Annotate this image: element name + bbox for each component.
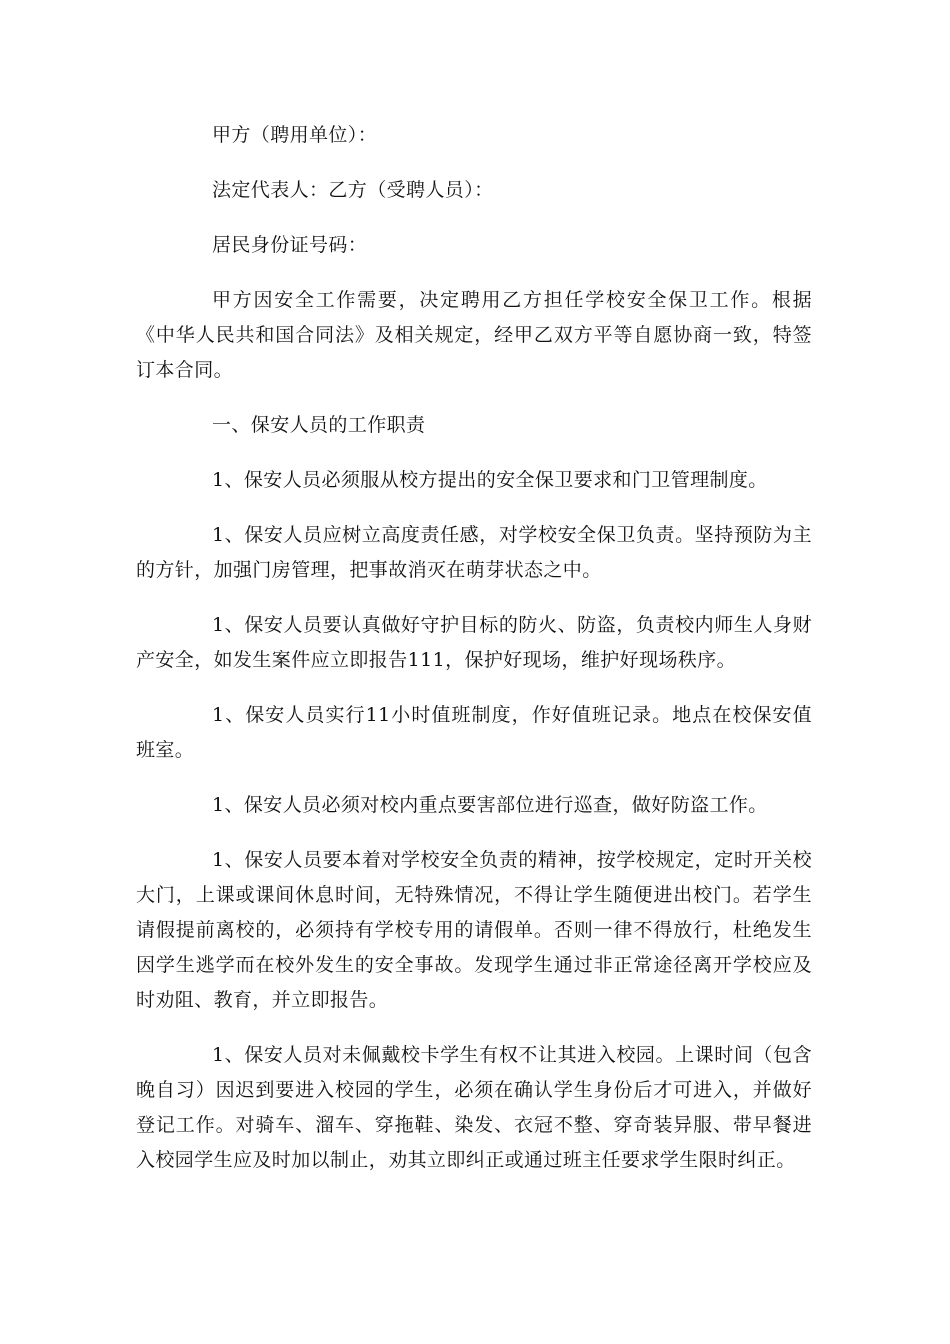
document-body	[136, 118, 812, 1198]
duty-item: 1、保安人员要本着对学校安全负责的精神，按学校规定，定时开关校大门，上课或课间休息时间，无特殊情况，不得让学生随便进出校门。若学生请假提前离校的，必须持有学校专用的请假单。否则一律不得放行，杜绝发生因学生逃学而在校外发生的安全事故。发现学生通过非正常途径离开学校应及时劝阻、教育，并立即报告。	[136, 849, 812, 1011]
contract-preamble: 甲方因安全工作需要，决定聘用乙方担任学校安全保卫工作。根据《中华人民共和国合同法》及相关规定，经甲乙双方平等自愿协商一致，特签订本合同。	[136, 289, 812, 381]
section-heading-duties: 一、保安人员的工作职责	[212, 414, 426, 436]
duty-item: 1、保安人员对未佩戴校卡学生有权不让其进入校园。上课时间（包含晚自习）因迟到要进入校园的学生，必须在确认学生身份后才可进入，并做好登记工作。对骑车、溜车、穿拖鞋、染发、衣冠不整、穿奇装异服、带早餐进入校园学生应及时加以制止，劝其立即纠正或通过班主任要求学生限时纠正。	[136, 1044, 812, 1171]
party-a-line: 甲方（聘用单位）：	[212, 124, 378, 146]
duty-item: 1、保安人员应树立高度责任感，对学校安全保卫负责。坚持预防为主的方针，加强门房管理，把事故消灭在萌芽状态之中。	[136, 524, 812, 581]
duty-item: 1、保安人员要认真做好守护目标的防火、防盗，负责校内师生人身财产安全，如发生案件应立即报告111，保护好现场，维护好现场秩序。	[136, 614, 812, 671]
legal-representative-line: 法定代表人：乙方（受聘人员）：	[212, 179, 494, 201]
duty-item: 1、保安人员必须对校内重点要害部位进行巡查，做好防盗工作。	[212, 794, 768, 816]
duty-item: 1、保安人员必须服从校方提出的安全保卫要求和门卫管理制度。	[212, 469, 768, 491]
id-number-line: 居民身份证号码：	[212, 234, 368, 256]
duty-item: 1、保安人员实行11小时值班制度，作好值班记录。地点在校保安值班室。	[136, 704, 812, 761]
